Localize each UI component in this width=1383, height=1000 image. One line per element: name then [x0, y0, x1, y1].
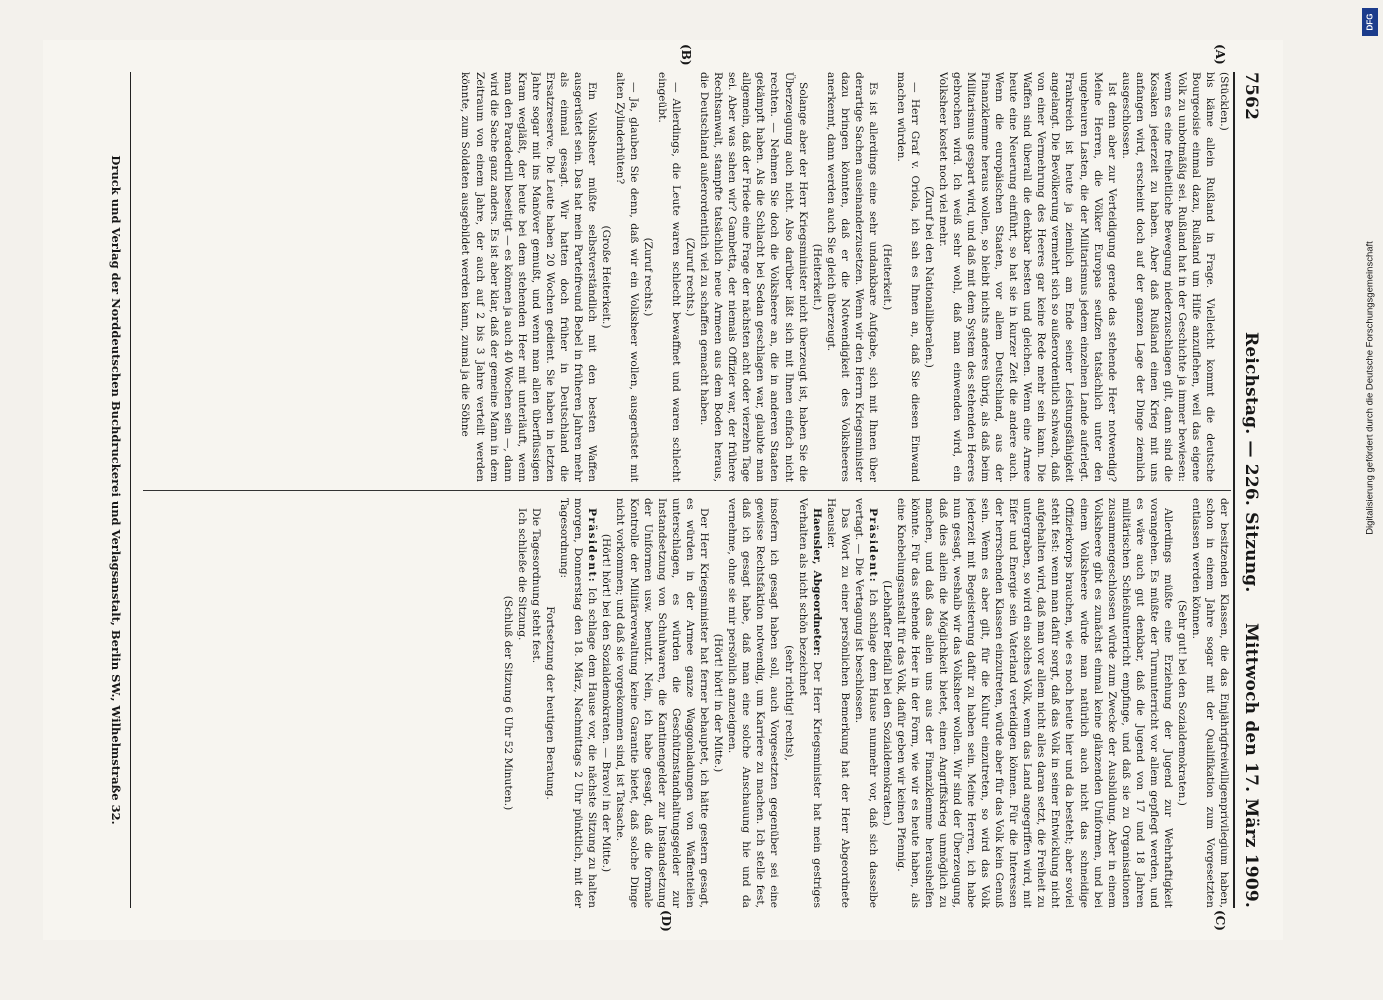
paragraph: insofern ich gesagt haben soll, auch Vorgesetzten gegenüber sei eine gewisse Rechtsfaktion notwendig, um Karriere zu machen. Ich stelle fest, daß ich gesagt habe, daß man eine solche Anschauung hie und da vernehme, ohne sie mir persönlich anzueignen.	[726, 498, 781, 908]
dfg-logo	[1362, 8, 1378, 36]
paragraph: Allerdings müßte eine Erziehung der Jugend zur Wehrhaftigkeit vorangehen. Es müßte der Turnunterricht vor allem gepflegt werden, und es wäre auch gut denkbar, daß die Jugend von 17 und 18 Jahren militärischen Schießunterricht empfinge, und daß sie zu Organisationen zusammengeschlossen würde zum Zwecke der Ausbildung. Aber in einem Volksheere gibt es zunächst einmal keine glänzenden Uniformen, und bei einem Volksheere würde man natürlich auch nicht das schneidige Offizierkorps brauchen, wie es noch heute hier und da besteht; aber soviel steht fest: wenn man dafür sorgt, daß das Volk in seiner Entwicklung nicht aufgehalten wird, daß man vor allem nicht alles daran setzt, die Freiheit zu untergraben, so wird ein solches Volk, wenn das Land angegriffen wird, mit Eifer und Energie sein Vaterland verteidigen können. Für die Interessen der herrschenden Klassen einzutreten, würde aber für das Volk kein Genuß sein. Wenn es aber gilt, für die Kultur einzutreten, so wird das Volk jederzeit mit Begeisterung dafür zu haben sein. Meine Herren, ich habe nun gesagt, weshalb wir das Volksheer wollen. Wir sind der Überzeugung, daß dies allein die Möglichkeit bietet, einen Angriffskrieg unmöglich zu machen, und daß das allein uns aus der Finanzklemme heraushelfen könnte. Für das stehende Heer in der Form, wie wir es heute haben, als eine Knebelungsanstalt für das Volk, dafür geben wir keinen Pfennig.	[894, 498, 1174, 908]
interjection: (Heiterkeit.)	[810, 243, 823, 311]
left-column	[141, 72, 1231, 482]
paragraph: Das Wort zu einer persönlichen Bemerkung hat der Herr Abgeordnete Haeusler.	[824, 498, 851, 908]
paragraph: Es ist allerdings eine sehr undankbare Aufgabe, sich mit Ihnen über derartige Sachen auseinanderzusetzen. Wenn wir den Herrn Kriegsminister dazu bringen könnten, daß er die Notwendigkeit des Volksheeres anerkennt, dann werden auch Sie gleich überzeugt.	[824, 72, 879, 482]
interjection: (Große Heiterkeit.)	[599, 225, 612, 329]
margin-marker-c: (C)	[1213, 910, 1227, 931]
interjection: (Hört! hört! in der Mitte.)	[712, 633, 725, 773]
interjection: (Heiterkeit.)	[880, 243, 893, 311]
session-title: Reichstag. — 226. Sitzung.	[1241, 332, 1261, 593]
session-date: Mittwoch den 17. März 1909.	[1241, 622, 1261, 908]
interjection: (Lebhafter Beifall bei den Sozialdemokraten.)	[880, 580, 893, 826]
imprint-footer: Druck und Verlag der Norddeutschen Buchdruckerei und Verlagsanstalt, Berlin SW., Wilhelmstraße 32.	[109, 155, 123, 825]
paragraph: Ein Volksheer müßte selbstverständlich mit den besten Waffen ausgerüstet sein. Das hat mein Parteifreund Bebel in früheren Jahren mehr als einmal gesagt. Wir hatten doch früher in Deutschland die Ersatzreserve. Die Leute haben 20 Wochen gedient. Sie haben in letzten Jahre sogar mit ins Manöver gemußt, und wenn man allen überflüssigen Kram wegläßt, der heute bei dem stehenden Heer mit unterläuft, wenn man den Paradedrill beseitigt — es können ja auch 40 Wochen sein —, dann wird die Sache ganz anders. Es ist aber klar, daß der gemeine Mann in dem Zeitraum von einem Jahre, der auch auf 2 bis 3 Jahre verteilt werden könnte, zum Soldaten ausgebildet werden kann, zumal ja die Söhne	[459, 72, 598, 482]
margin-marker-d: (D)	[659, 910, 673, 932]
interjection: (Zuruf bei den Nationalliberalen.)	[923, 186, 936, 368]
page-number: 7562	[1241, 72, 1261, 121]
interjection: (sehr richtig! rechts),	[782, 645, 795, 761]
paragraph: Ich schließe die Sitzung.	[515, 508, 528, 641]
paragraph: — Ja, glauben Sie denn, daß wir ein Volksheer wollen, ausgerüstet mit alten Zylinderhüten?	[613, 72, 641, 482]
digitization-note: Digitalisierung gefördert durch die Deutsche Forschungsgemeinschaft	[1364, 241, 1376, 535]
interjection: (Zuruf rechts.)	[642, 237, 655, 317]
document-page	[43, 40, 1283, 940]
paragraph: Solange aber der Herr Kriegsminister nicht überzeugt ist, haben Sie die Überzeugung auch nicht. Also darüber läßt sich mit Ihnen einfach nicht rechten. — Nehmen Sie doch die Volksheere an, die in anderen Staaten gekämpft haben. Als die Schlacht bei Sedan geschlagen war, glaubte man allgemein, daß der Friede eine Frage der nächsten acht oder vierzehn Tage sei. Aber was sahen wir? Gambetta, der niemals Offizier war, der frühere Rechtsanwalt, stampfte tatsächlich neue Armeen aus dem Boden heraus, die Deutschland außerordentlich viel zu schaffen gemacht haben.	[698, 72, 809, 482]
margin-marker-b: (B)	[679, 44, 693, 66]
footer-rule	[130, 72, 131, 908]
paragraph: bis käme allein Rußland in Frage. Vielleicht kommt die deutsche Bourgeoisie einmal dazu, Rußland um Hilfe anzuflehen, weil das eigene Volk zu unbotmäßig sei. Rußland hat in der Geschichte ja immer bewiesen: wenn es eine freiheitliche Bewegung niederzuschlagen gilt, dann sind die Kosaken jederzeit zu haben. Aber daß Rußland einen Krieg mit uns anfangen wird, erscheint doch auf der ganzen Lage der Dinge ziemlich ausgeschlossen.	[1119, 72, 1216, 482]
header-rule	[1233, 72, 1235, 908]
right-column	[141, 498, 1231, 908]
paragraph: — Herr Graf v. Oriola, ich sah es Ihnen an, daß Sie diesen Einwand machen würden.	[894, 72, 921, 482]
agenda-item: Fortsetzung der heutigen Beratung.	[543, 606, 556, 800]
paragraph: Der Herr Kriegsminister hat ferner behauptet, ich hätte gestern gesagt, es würden in der Armee ganze Waggonladungen von Waffenteilen unterschlagen, es würden die Geschütznstandhaltungsgelder zur Instandsetzung von Schuhwaren, die Kantinengelder zur Instandsetzung der Uniformen usw. benutzt. Nein, ich habe gesagt, daß die formale Kontrolle der Militärverwaltung keine Garantie bietet, daß solche Dinge nicht vorkommen; und daß sie vorgekommen sind, ist Tatsache.	[613, 498, 711, 908]
session-closing: (Schluß der Sitzung 6 Uhr 52 Minuten.)	[501, 595, 514, 811]
speaker-label: Präsident:	[866, 508, 879, 584]
column-divider	[143, 490, 1231, 491]
paragraph: Die Tagesordnung steht fest.	[529, 508, 542, 664]
paragraph: der besitzenden Klassen, die das Einjährigfreiwilligenprivilegium haben, schon in einem Jahre sogar mit der Qualifikation zum Vorgesetzten entlassen werden können.	[1189, 498, 1230, 908]
dfg-logo-text: DFG	[1365, 13, 1375, 31]
margin-marker-a: (A)	[1213, 44, 1227, 65]
speaker-label: Haeusler, Abgeordneter:	[810, 508, 823, 656]
paragraph: Ich schlage dem Hause vor, die nächste Sitzung zu halten morgen, Donnerstag den 18. März, Nachmittags 2 Uhr pünktlich, mit der Tagesordnung:	[557, 498, 598, 908]
paragraph: Ist denn aber zur Verteidigung gerade das stehende Heer notwendig? Meine Herren, die Völker Europas seufzen tatsächlich unter den ungeheuren Lasten, die der Militarismus jedem einzelnen Lande auferlegt. Frankreich ist heute ja ziemlich am Ende seiner Leistungsfähigkeit angelangt. Die Bevölkerung vermehrt sich so außerordentlich schwach, daß von einer Vermehrung des Heeres gar keine Rede mehr sein kann. Die Waffen sind überall die denkbar besten und gleichen. Wenn eine Armee heute eine Neuerung einführt, so hat sie in kurzer Zeit die andere auch. Wenn die europäischen Staaten, vor allem Deutschland, aus der Finanzklemme heraus wollen, so bleibt nichts anderes übrig, als daß beim Militarismus gespart wird, und daß mit dem System des stehenden Heeres gebrochen wird. Ich weiß sehr wohl, daß man einwenden wird, ein Volksheer kostet noch viel mehr.	[937, 72, 1118, 482]
paragraph: Der Herr Kriegsminister hat mein gestriges Verhalten als nicht schön bezeichnet	[796, 498, 823, 908]
interjection: (Sehr gut! bei den Sozialdemokraten.)	[1175, 600, 1188, 806]
speaker-label: Präsident:	[585, 508, 598, 584]
interjection: (Zuruf rechts.)	[684, 237, 697, 317]
page-header	[1235, 72, 1265, 908]
interjection: (Hört! hört! bei den Sozialdemokraten. — Bravo! in der Mitte.)	[599, 533, 612, 873]
speaker-tag: (Stücklen.)	[1218, 72, 1230, 131]
paragraph: — Allerdings, die Leute waren schlecht bewaffnet und waren schlecht eingeübt.	[656, 72, 683, 482]
paragraph: Ich schlage dem Hause nunmehr vor, daß sich dasselbe vertagt. — Die Vertagung ist beschlossen.	[852, 498, 879, 908]
